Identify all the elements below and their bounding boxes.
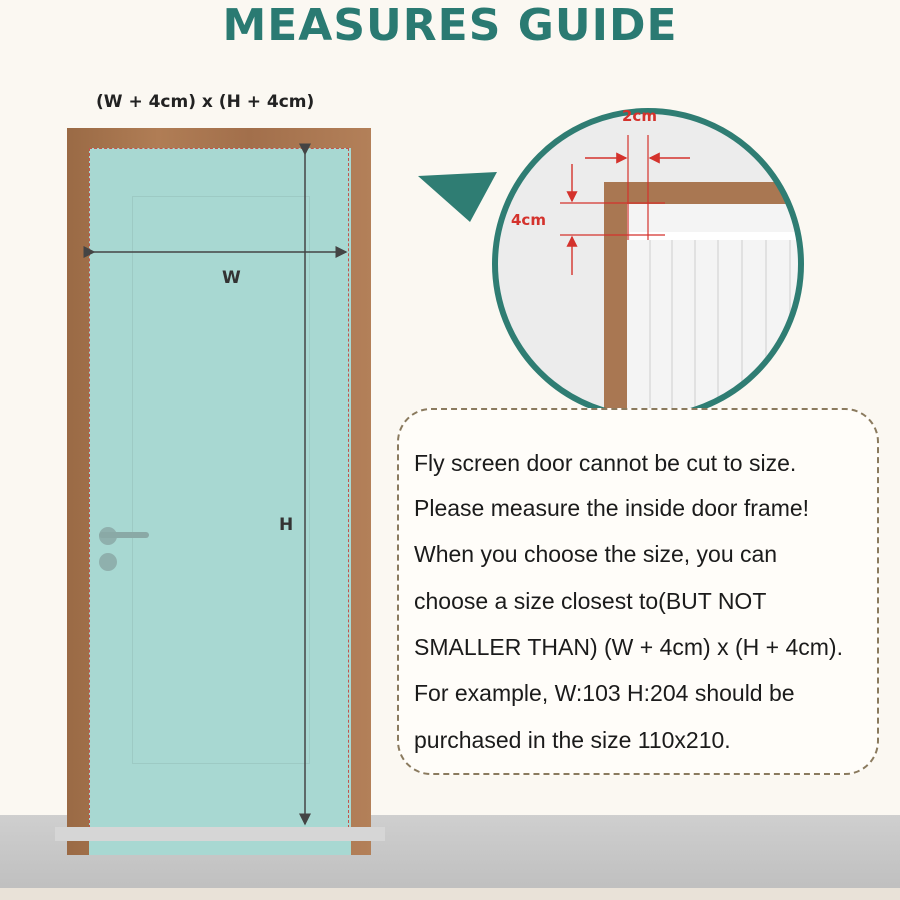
instruction-line: purchased in the size 110x210. <box>414 727 731 753</box>
gap-label: 2cm <box>622 107 657 125</box>
height-label: H <box>279 515 294 535</box>
zoom-pointer <box>418 172 497 222</box>
instruction-line: Fly screen door cannot be cut to size. <box>414 450 797 476</box>
instruction-line: Please measure the inside door frame! <box>414 495 810 521</box>
overlap-label: 4cm <box>511 211 546 229</box>
width-label: W <box>222 268 241 288</box>
instruction-line: SMALLER THAN) (W + 4cm) x (H + 4cm). <box>414 634 843 660</box>
instruction-line: For example, W:103 H:204 should be <box>414 680 795 706</box>
size-formula: (W + 4cm) x (H + 4cm) <box>96 92 315 112</box>
instruction-line: choose a size closest to(BUT NOT <box>414 588 767 614</box>
instruction-line: When you choose the size, you can <box>414 541 778 567</box>
page-title: MEASURES GUIDE <box>222 0 678 51</box>
